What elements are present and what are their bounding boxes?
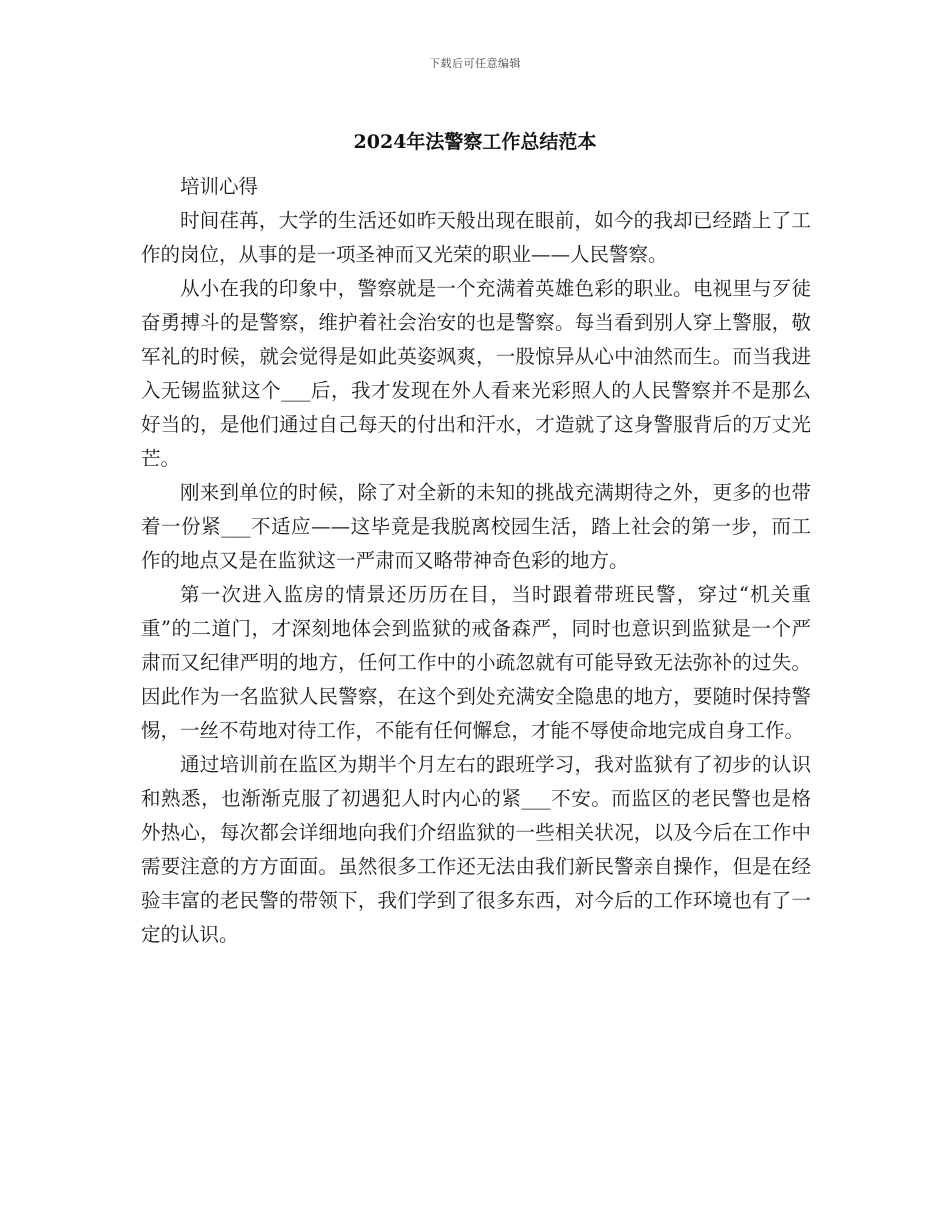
paragraph: 从小在我的印象中，警察就是一个充满着英雄色彩的职业。电视里与歹徒奋勇搏斗的是警察，维护着社会治安的也是警察。每当看到别人穿上警服，敬军礼的时候，就会觉得是如此英姿飒爽，一股惊异从心中油然而生。而当我进入无锡监狱这个___后，我才发现在外人看来光彩照人的人民警察并不是那么好当的，是他们通过自己每天的付出和汗水，才造就了这身警服背后的万丈光芒。 bbox=[141, 277, 811, 470]
paragraph: 时间荏苒，大学的生活还如昨天般出现在眼前，如今的我却已经踏上了工作的岗位，从事的是一项圣神而又光荣的职业——人民警察。 bbox=[141, 209, 811, 266]
document-body bbox=[141, 170, 811, 952]
paragraph-subheading: 培训心得 bbox=[180, 175, 259, 198]
paragraph: 通过培训前在监区为期半个月左右的跟班学习，我对监狱有了初步的认识和熟悉，也渐渐克服了初遇犯人时内心的紧___不安。而监区的老民警也是格外热心，每次都会详细地向我们介绍监狱的一些相关状况，以及今后在工作中需要注意的方方面面。虽然很多工作还无法由我们新民警亲自操作，但是在经验丰富的老民警的带领下，我们学到了很多东西，对今后的工作环境也有了一定的认识。 bbox=[141, 753, 811, 946]
paragraph: 第一次进入监房的情景还历历在目，当时跟着带班民警，穿过“机关重重”的二道门，才深刻地体会到监狱的戒备森严，同时也意识到监狱是一个严肃而又纪律严明的地方，任何工作中的小疏忽就有可能导致无法弥补的过失。因此作为一名监狱人民警察，在这个到处充满安全隐患的地方，要随时保持警惕，一丝不苟地对待工作，不能有任何懈怠，才能不辱使命地完成自身工作。 bbox=[141, 583, 811, 742]
document-title: 2024年法警察工作总结范本 bbox=[353, 131, 597, 153]
header-note: 下载后可任意编辑 bbox=[429, 57, 521, 70]
paragraph: 刚来到单位的时候，除了对全新的未知的挑战充满期待之外，更多的也带着一份紧___不适应——这毕竟是我脱离校园生活，踏上社会的第一步，而工作的地点又是在监狱这一严肃而又略带神奇色彩的地方。 bbox=[141, 481, 811, 572]
